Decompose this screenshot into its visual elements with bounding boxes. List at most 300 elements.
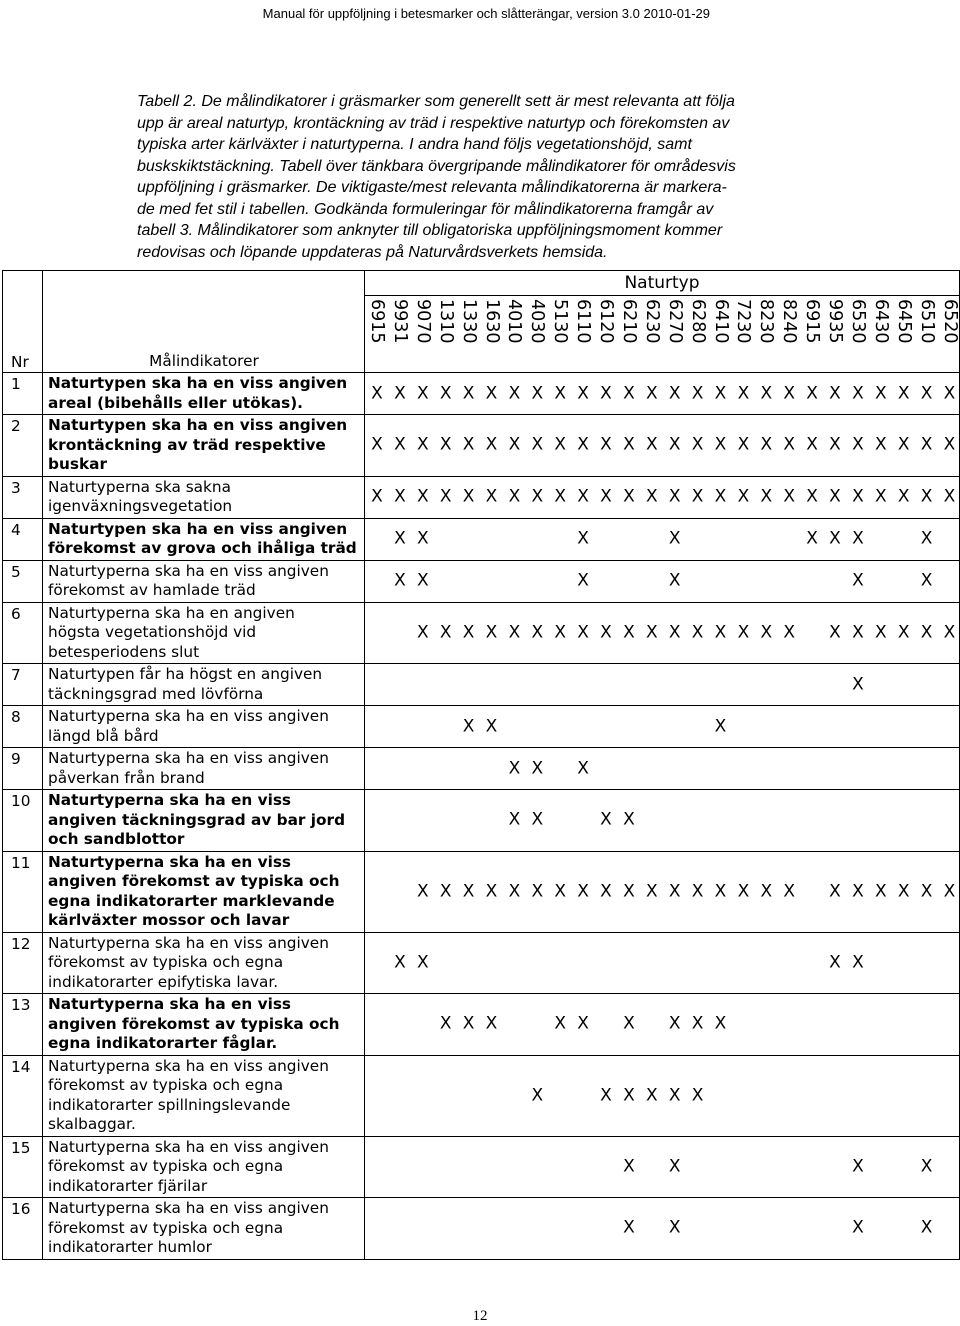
caption-line: redovisas och löpande uppdateras på Naturvårdsverkets hemsida. — [137, 243, 608, 261]
indicator-line: krontäckning av träd respektive — [48, 435, 326, 454]
naturtyp-marks — [365, 994, 960, 1056]
x-mark: X — [508, 758, 521, 778]
x-mark: X — [462, 716, 475, 736]
x-mark: X — [897, 486, 910, 507]
x-mark: X — [416, 383, 429, 403]
x-mark: X — [623, 809, 635, 830]
x-mark: X — [668, 383, 681, 403]
table-row — [3, 1136, 960, 1198]
x-mark: X — [920, 1156, 933, 1177]
indicator-line: Naturtypen får ha högst en angiven — [48, 665, 323, 683]
x-mark: X — [439, 881, 452, 901]
indicator-line: Naturtypen ska ha en viss angiven — [48, 416, 348, 434]
x-mark: X — [600, 383, 612, 403]
table-row — [3, 476, 960, 518]
row-number: 4 — [3, 518, 43, 560]
x-mark: X — [691, 1013, 704, 1034]
x-mark: X — [600, 1085, 612, 1105]
table-row — [3, 560, 960, 602]
caption-line: Tabell 2. De målindikatorer i gräsmarker som generellt sett är mest relevanta att följa — [137, 93, 735, 110]
naturtyp-code: 6210 — [618, 299, 639, 344]
naturtyp-code: 6280 — [687, 299, 708, 344]
naturtyp-marks — [365, 476, 960, 518]
x-mark: X — [645, 434, 658, 455]
indicator-line: betesperiodens slut — [48, 642, 200, 661]
naturtyp-code: 9070 — [412, 299, 433, 344]
x-mark: X — [806, 486, 818, 507]
indicator-line: igenväxningsvegetation — [48, 497, 233, 515]
x-mark: X — [668, 570, 681, 591]
indicator-text — [43, 790, 365, 852]
caption-line: uppföljning i gräsmarker. De viktigaste/mest relevanta målindikatorerna är markera- — [137, 179, 727, 196]
table-row — [3, 664, 960, 706]
x-mark: X — [874, 622, 887, 643]
x-mark: X — [577, 758, 589, 778]
x-mark: X — [714, 716, 727, 736]
x-mark: X — [645, 881, 658, 901]
x-mark: X — [874, 383, 887, 403]
x-mark: X — [829, 881, 841, 901]
x-mark: X — [852, 674, 864, 694]
indicator-text — [43, 560, 365, 602]
x-mark: X — [874, 486, 887, 507]
x-mark: X — [485, 1013, 498, 1034]
page-header: Manual för uppföljning i betesmarker och slåtterängar, version 3.0 2010-01-29 — [262, 6, 710, 21]
x-mark: X — [829, 622, 841, 643]
x-mark: X — [852, 1156, 864, 1177]
x-mark: X — [554, 881, 567, 901]
x-mark: X — [714, 486, 727, 507]
x-mark: X — [806, 434, 818, 455]
indicator-line: förekomst av grova och ihåliga träd — [48, 539, 357, 557]
x-mark: X — [531, 809, 544, 830]
x-mark: X — [439, 622, 452, 643]
naturtyp-marks — [365, 1136, 960, 1198]
indicator-line: egna indikatorarter fåglar. — [48, 1034, 278, 1052]
x-mark: X — [645, 486, 658, 507]
indicator-line: Naturtyperna ska ha en angiven — [48, 603, 295, 622]
indicator-line: Naturtyperna ska ha en viss — [48, 995, 292, 1013]
x-mark: X — [462, 1013, 475, 1034]
x-mark: X — [371, 383, 383, 403]
indicator-text — [43, 373, 365, 415]
indicator-line: angiven täckningsgrad av bar jord — [48, 810, 346, 829]
x-mark: X — [623, 486, 635, 507]
indicator-text — [43, 932, 365, 994]
x-mark: X — [943, 881, 956, 901]
naturtyp-code: 6230 — [641, 299, 662, 344]
naturtyp-marks — [365, 706, 960, 748]
naturtyp-code: 1310 — [435, 299, 456, 344]
indicator-line: Naturtypen ska ha en viss angiven — [48, 374, 348, 392]
indicator-text — [43, 1136, 365, 1198]
x-mark: X — [577, 1013, 589, 1034]
x-mark: X — [920, 528, 933, 549]
table-row — [3, 706, 960, 748]
x-mark: X — [554, 486, 567, 507]
indicator-text — [43, 415, 365, 477]
x-mark: X — [874, 434, 887, 455]
x-mark: X — [416, 622, 429, 643]
indicator-text — [43, 994, 365, 1056]
indicator-line: indikatorarter humlor — [48, 1238, 212, 1256]
indicator-line: förekomst av typiska och egna — [48, 1076, 284, 1094]
indicator-text — [43, 706, 365, 748]
naturtyp-code: 6430 — [870, 299, 891, 344]
x-mark: X — [943, 434, 956, 455]
x-mark: X — [829, 486, 841, 507]
x-mark: X — [760, 383, 773, 403]
naturtyp-code: 8230 — [756, 299, 777, 344]
row-number: 10 — [3, 790, 43, 852]
x-mark: X — [462, 486, 475, 507]
x-mark: X — [394, 952, 406, 973]
x-mark: X — [943, 622, 956, 643]
x-mark: X — [691, 1085, 704, 1105]
x-mark: X — [485, 486, 498, 507]
x-mark: X — [645, 1085, 658, 1105]
x-mark: X — [668, 622, 681, 643]
x-mark: X — [462, 881, 475, 901]
x-mark: X — [462, 434, 475, 455]
x-mark: X — [829, 434, 841, 455]
table-row — [3, 1055, 960, 1136]
x-mark: X — [714, 434, 727, 455]
x-mark: X — [485, 716, 498, 736]
indicator-line: Naturtyperna ska ha en viss — [48, 791, 292, 809]
x-mark: X — [485, 622, 498, 643]
x-mark: X — [668, 528, 681, 549]
indicator-line: buskar — [48, 455, 107, 473]
naturtyp-code: 6530 — [847, 299, 868, 344]
row-number: 7 — [3, 664, 43, 706]
x-mark: X — [691, 434, 704, 455]
naturtyp-marks — [365, 602, 960, 664]
row-number: 16 — [3, 1198, 43, 1260]
x-mark: X — [897, 434, 910, 455]
table-row — [3, 994, 960, 1056]
x-mark: X — [852, 528, 864, 549]
indicator-line: täckningsgrad med lövförna — [48, 684, 264, 703]
x-mark: X — [714, 622, 727, 643]
x-mark: X — [829, 528, 841, 549]
indicator-text — [43, 602, 365, 664]
x-mark: X — [852, 570, 864, 591]
table-row — [3, 851, 960, 932]
naturtyp-marks — [365, 851, 960, 932]
x-mark: X — [623, 383, 635, 403]
x-mark: X — [554, 622, 567, 643]
naturtyp-marks — [365, 518, 960, 560]
naturtyp-marks — [365, 932, 960, 994]
naturtyp-code: 6410 — [710, 299, 731, 344]
naturtyp-code: 9935 — [825, 299, 845, 344]
x-mark: X — [806, 383, 818, 403]
naturtyp-code: 6450 — [893, 299, 914, 344]
x-mark: X — [554, 1013, 567, 1034]
x-mark: X — [943, 383, 956, 403]
x-mark: X — [508, 809, 521, 830]
x-mark: X — [783, 622, 796, 643]
indicator-line: angiven förekomst av typiska och — [48, 872, 340, 890]
x-mark: X — [668, 434, 681, 455]
x-mark: X — [394, 570, 406, 591]
x-mark: X — [416, 528, 429, 549]
x-mark: X — [577, 622, 589, 643]
indicator-line: angiven förekomst av typiska och — [48, 1014, 340, 1033]
x-mark: X — [371, 434, 383, 455]
x-mark: X — [485, 383, 498, 403]
x-mark: X — [439, 1013, 452, 1034]
indicator-text — [43, 1198, 365, 1260]
x-mark: X — [531, 622, 544, 643]
indicator-line: indikatorarter spillningslevande — [48, 1095, 291, 1114]
naturtyp-code: 9931 — [389, 299, 410, 344]
x-mark: X — [600, 434, 612, 455]
indicator-line: Naturtyperna ska ha en viss angiven — [48, 1199, 329, 1217]
x-mark: X — [554, 434, 567, 455]
indicator-line: areal (bibehålls eller utökas). — [48, 393, 303, 412]
indicator-line: Naturtyperna ska ha en viss angiven — [48, 1056, 329, 1075]
indicator-text — [43, 748, 365, 790]
x-mark: X — [920, 383, 933, 403]
x-mark: X — [416, 570, 429, 591]
indicator-line: kärlväxter mossor och lavar — [48, 911, 290, 929]
row-number: 1 — [3, 373, 43, 415]
x-mark: X — [920, 622, 933, 643]
x-mark: X — [943, 486, 956, 507]
x-mark: X — [623, 881, 635, 901]
indicator-line: Naturtyperna ska ha en viss angiven — [48, 749, 329, 767]
x-mark: X — [623, 434, 635, 455]
x-mark: X — [439, 486, 452, 507]
page-number: 12 — [472, 1308, 488, 1324]
x-mark: X — [371, 486, 383, 507]
indicator-line: Naturtyperna ska sakna — [48, 477, 231, 496]
x-mark: X — [668, 1085, 681, 1105]
table-row — [3, 932, 960, 994]
row-number: 8 — [3, 706, 43, 748]
x-mark: X — [897, 383, 910, 403]
x-mark: X — [852, 881, 864, 901]
naturtyp-marks — [365, 1198, 960, 1260]
x-mark: X — [577, 881, 589, 901]
naturtyp-marks — [365, 373, 960, 415]
row-number: 5 — [3, 560, 43, 602]
x-mark: X — [508, 622, 521, 643]
x-mark: X — [737, 434, 750, 455]
x-mark: X — [668, 1156, 681, 1177]
x-mark: X — [920, 1217, 933, 1238]
naturtyp-marks — [365, 415, 960, 477]
indicator-line: längd blå bård — [48, 726, 159, 745]
indicator-text — [43, 476, 365, 518]
table-row — [3, 373, 960, 415]
indicator-line: förekomst av typiska och egna — [48, 953, 284, 971]
x-mark: X — [920, 881, 933, 901]
naturtyp-marks — [365, 748, 960, 790]
x-mark: X — [760, 434, 773, 455]
x-mark: X — [416, 486, 429, 507]
x-mark: X — [462, 622, 475, 643]
indicator-line: Naturtyperna ska ha en viss angiven — [48, 1137, 329, 1156]
x-mark: X — [416, 434, 429, 455]
x-mark: X — [531, 383, 544, 403]
table-row — [3, 415, 960, 477]
indicator-line: Naturtyperna ska ha en viss angiven — [48, 561, 329, 580]
table-caption — [137, 91, 847, 263]
x-mark: X — [485, 434, 498, 455]
x-mark: X — [485, 881, 498, 901]
caption-line: typiska arter kärlväxter i naturtyperna. I andra hand följs vegetationshöjd, samt — [137, 136, 692, 153]
indicator-line: förekomst av typiska och egna — [48, 1157, 284, 1175]
indicator-table — [2, 270, 960, 1260]
x-mark: X — [737, 881, 750, 901]
x-mark: X — [623, 622, 635, 643]
naturtyp-code: 4030 — [527, 299, 548, 344]
x-mark: X — [439, 383, 452, 403]
x-mark: X — [691, 486, 704, 507]
table-row — [3, 518, 960, 560]
x-mark: X — [737, 383, 750, 403]
x-mark: X — [852, 622, 864, 643]
x-mark: X — [714, 881, 727, 901]
indicator-line: Naturtyperna ska ha en viss — [48, 852, 292, 871]
x-mark: X — [806, 528, 818, 549]
naturtyp-code: 4010 — [504, 299, 525, 344]
x-mark: X — [852, 383, 864, 403]
x-mark: X — [416, 881, 429, 901]
table-row — [3, 602, 960, 664]
x-mark: X — [577, 434, 589, 455]
indicator-line: Naturtyperna ska ha en viss angiven — [48, 707, 329, 725]
x-mark: X — [920, 570, 933, 591]
x-mark: X — [691, 881, 704, 901]
table-row — [3, 748, 960, 790]
x-mark: X — [645, 383, 658, 403]
indicator-text — [43, 851, 365, 932]
naturtyp-code: 7230 — [733, 299, 754, 344]
indicator-line: egna indikatorarter marklevande — [48, 891, 335, 910]
x-mark: X — [897, 881, 910, 901]
indicator-line: Naturtypen ska ha en viss angiven — [48, 519, 348, 538]
naturtyp-code: 6270 — [664, 299, 685, 344]
row-number: 11 — [3, 851, 43, 932]
naturtyp-code: 8240 — [779, 299, 800, 344]
row-number: 6 — [3, 602, 43, 664]
row-number: 12 — [3, 932, 43, 994]
col-nr-header: Nr — [3, 271, 43, 373]
col-naturtyp-header: Naturtyp — [365, 271, 960, 296]
indicator-line: och sandblottor — [48, 830, 185, 848]
naturtyp-marks — [365, 790, 960, 852]
naturtyp-code: 6915 — [367, 299, 387, 344]
x-mark: X — [852, 486, 864, 507]
x-mark: X — [600, 622, 612, 643]
x-mark: X — [600, 881, 612, 901]
row-number: 15 — [3, 1136, 43, 1198]
indicator-line: högsta vegetationshöjd vid — [48, 623, 257, 641]
x-mark: X — [783, 383, 796, 403]
naturtyp-code: 1330 — [458, 299, 479, 344]
indicator-line: påverkan från brand — [48, 768, 205, 787]
x-mark: X — [829, 383, 841, 403]
indicator-text — [43, 664, 365, 706]
x-mark: X — [508, 486, 521, 507]
x-mark: X — [508, 881, 521, 901]
x-mark: X — [760, 486, 773, 507]
x-mark: X — [554, 383, 567, 403]
x-mark: X — [600, 809, 612, 830]
x-mark: X — [577, 486, 589, 507]
indicator-line: indikatorarter fjärilar — [48, 1176, 208, 1195]
x-mark: X — [691, 622, 704, 643]
x-mark: X — [508, 434, 521, 455]
naturtyp-code: 6915 — [802, 299, 823, 344]
naturtyp-code: 6120 — [596, 299, 616, 344]
col-indicator-header: Målindikatorer — [43, 271, 365, 373]
indicator-line: skalbaggar. — [48, 1115, 136, 1133]
x-mark: X — [760, 881, 773, 901]
x-mark: X — [920, 486, 933, 507]
x-mark: X — [531, 758, 544, 778]
row-number: 14 — [3, 1055, 43, 1136]
naturtyp-marks — [365, 1055, 960, 1136]
row-number: 3 — [3, 476, 43, 518]
indicator-line: förekomst av hamlade träd — [48, 581, 256, 599]
indicator-line: Naturtyperna ska ha en viss angiven — [48, 933, 329, 952]
x-mark: X — [852, 1217, 864, 1238]
indicator-line: förekomst av typiska och egna — [48, 1218, 284, 1237]
x-mark: X — [416, 952, 429, 973]
caption-line: buskskiktstäckning. Tabell över tänkbara övergripande målindikatorer för områdesvis — [137, 157, 736, 175]
x-mark: X — [531, 1085, 544, 1105]
x-mark: X — [852, 952, 864, 973]
x-mark: X — [783, 486, 796, 507]
x-mark: X — [531, 881, 544, 901]
x-mark: X — [577, 383, 589, 403]
x-mark: X — [394, 486, 406, 507]
x-mark: X — [668, 1217, 681, 1238]
indicator-text — [43, 1055, 365, 1136]
x-mark: X — [394, 434, 406, 455]
caption-line: tabell 3. Målindikatorer som anknyter till obligatoriska uppföljningsmoment kommer — [137, 222, 723, 239]
x-mark: X — [852, 434, 864, 455]
table-row — [3, 790, 960, 852]
x-mark: X — [737, 486, 750, 507]
x-mark: X — [623, 1156, 635, 1177]
naturtyp-code: 6520 — [939, 299, 960, 344]
x-mark: X — [668, 486, 681, 507]
caption-line: upp är areal naturtyp, krontäckning av träd i respektive naturtyp och förekomsten av — [137, 114, 730, 132]
indicator-text — [43, 518, 365, 560]
x-mark: X — [394, 383, 406, 403]
x-mark: X — [508, 383, 521, 403]
indicator-line: indikatorarter epifytiska lavar. — [48, 972, 279, 991]
x-mark: X — [623, 1217, 635, 1238]
naturtyp-codes-header — [365, 296, 960, 373]
x-mark: X — [531, 486, 544, 507]
row-number: 2 — [3, 415, 43, 477]
naturtyp-code: 6510 — [916, 299, 937, 344]
row-number: 13 — [3, 994, 43, 1056]
table-row — [3, 1198, 960, 1260]
x-mark: X — [714, 383, 727, 403]
x-mark: X — [783, 881, 796, 901]
x-mark: X — [623, 1085, 635, 1105]
row-number: 9 — [3, 748, 43, 790]
x-mark: X — [394, 528, 406, 549]
